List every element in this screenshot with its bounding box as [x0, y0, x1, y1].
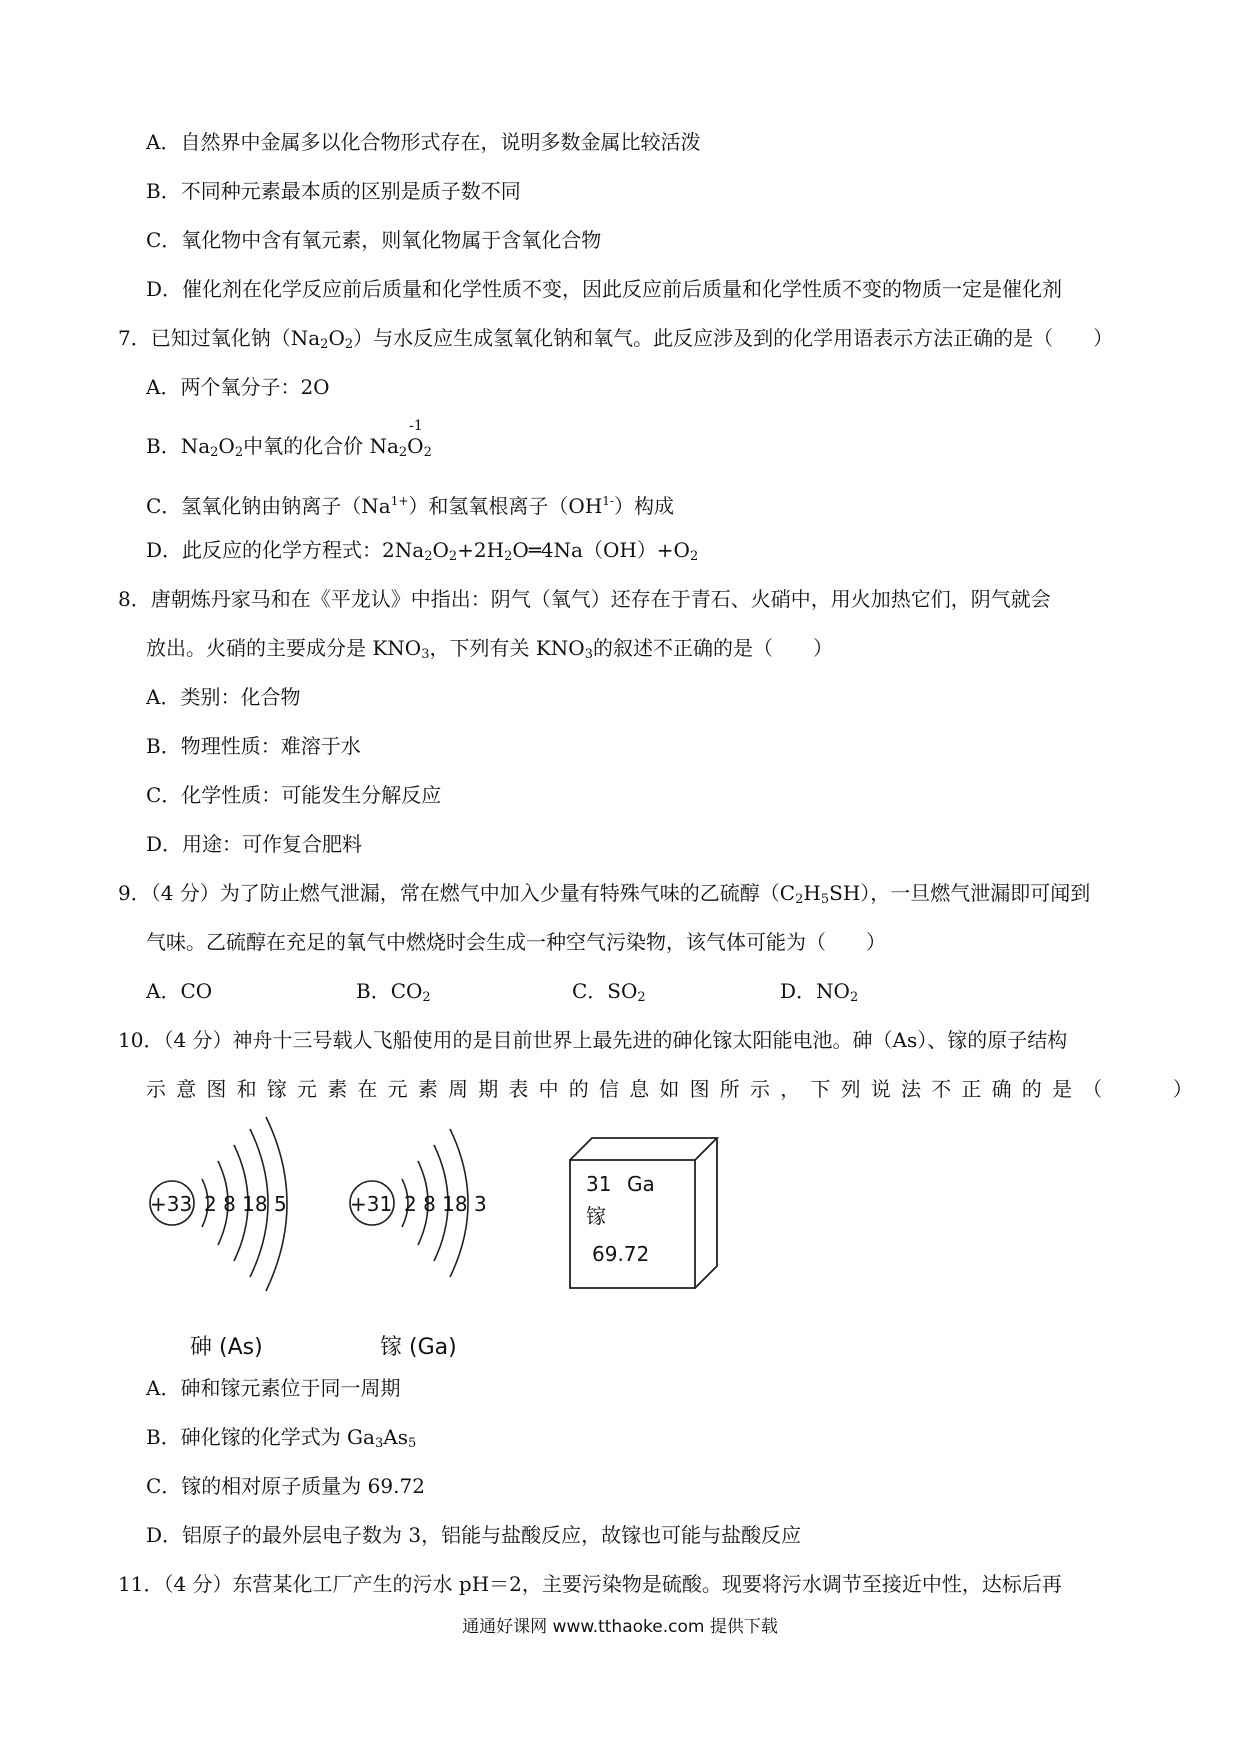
q10-stem-line1: 10．（4 分）神舟十三号载人飞船使用的是目前世界上最先进的砷化镓太阳能电池。砷（As）、镓的原子结构	[118, 1028, 1068, 1052]
arsenic-nucleus-label: +33	[150, 1192, 193, 1216]
atomic-structure-figure	[140, 1105, 760, 1305]
q6-option-c: C．氧化物中含有氧元素，则氧化物属于含氧化合物	[146, 228, 602, 252]
q8-option-a: A．类别：化合物	[146, 685, 301, 709]
q10-option-d: D．铝原子的最外层电子数为 3，铝能与盐酸反应，故镓也可能与盐酸反应	[146, 1523, 802, 1547]
q9-option-d: D．$NO_2$	[780, 979, 859, 1005]
q10-option-b: B．砷化镓的化学式为 $Ga_3As_5$	[146, 1425, 417, 1451]
q9-option-c: C．$SO_2$	[572, 979, 646, 1005]
q6-option-a: A．自然界中金属多以化合物形式存在，说明多数金属比较活泼	[146, 130, 701, 154]
q6-option-d: D．催化剂在化学反应前后质量和化学性质不变，因此反应前后质量和化学性质不变的物质一定是催化剂	[146, 277, 1063, 301]
q7-option-d: D．此反应的化学方程式：$2Na_2O_2+2H_2O═4Na(OH)+O_2$	[146, 538, 699, 564]
page-footer: 通通好课网 www.tthaoke.com 提供下载	[462, 1617, 778, 1637]
q7-option-b: B．$Na_2O_2$中氧的化合价 $Na_2$ -1 $O_2$	[146, 418, 432, 460]
q8-option-c: C．化学性质：可能发生分解反应	[146, 783, 442, 807]
gallium-chinese-name: 镓	[586, 1204, 606, 1228]
q7-option-c: C．氢氧化钠由钠离子$(Na^{1+})$和氢氧根离子$(OH^{1-})$构成	[146, 494, 674, 518]
gallium-nucleus-label: +31	[350, 1192, 393, 1216]
q6-option-b: B．不同种元素最本质的区别是质子数不同	[146, 179, 521, 203]
gallium-atomic-number: 31	[586, 1172, 612, 1196]
q9-option-a: A．CO	[146, 979, 213, 1003]
q9-stem-line1: 9．（4 分）为了防止燃气泄漏，常在燃气中加入少量有特殊气味的乙硫醇$(C_2H_5SH)$，一旦燃气泄漏即可闻到	[118, 881, 1091, 907]
q8-stem-line1: 8．唐朝炼丹家马和在《平龙认》中指出：阴气（氧气）还存在于青石、火硝中，用火加热它们，阴气就会	[118, 587, 1051, 611]
q7-option-a: A．两个氧分子：2O	[146, 375, 330, 399]
q7-stem: 7．已知过氧化钠$(Na_2O_2)$与水反应生成氢氧化钠和氧气。此反应涉及到的化学用语表示方法正确的是（ ）	[118, 326, 1114, 352]
q9-option-b: B．$CO_2$	[356, 979, 431, 1005]
gallium-shell-electrons: 2 8 18 3	[404, 1192, 487, 1216]
arsenic-caption: 砷 (As)	[190, 1335, 263, 1360]
q8-option-b: B．物理性质：难溶于水	[146, 734, 361, 758]
q8-option-d: D．用途：可作复合肥料	[146, 832, 363, 856]
q8-stem-line2: 放出。火硝的主要成分是 $KNO_3$，下列有关 $KNO_3$的叙述不正确的是（ ）	[146, 636, 833, 662]
q10-option-c: C．镓的相对原子质量为 69.72	[146, 1474, 425, 1498]
gallium-caption: 镓 (Ga)	[380, 1335, 457, 1360]
q9-stem-line2: 气味。乙硫醇在充足的氧气中燃烧时会生成一种空气污染物，该气体可能为（ ）	[146, 930, 886, 954]
q10-stem-line2: 示意图和镓元素在元素周期表中的信息如图所示，下列说法不正确的是（ ）	[146, 1077, 1203, 1101]
gallium-atomic-mass: 69.72	[592, 1242, 650, 1266]
gallium-symbol: Ga	[627, 1172, 655, 1196]
arsenic-shell-electrons: 2 8 18 5	[204, 1192, 287, 1216]
valence-notation: -1 O	[407, 418, 424, 458]
q11-stem-line1: 11．（4 分）东营某化工厂产生的污水 pH＝2，主要污染物是硫酸。现要将污水调节至接近中性，达标后再	[118, 1572, 1062, 1596]
q10-option-a: A．砷和镓元素位于同一周期	[146, 1376, 401, 1400]
